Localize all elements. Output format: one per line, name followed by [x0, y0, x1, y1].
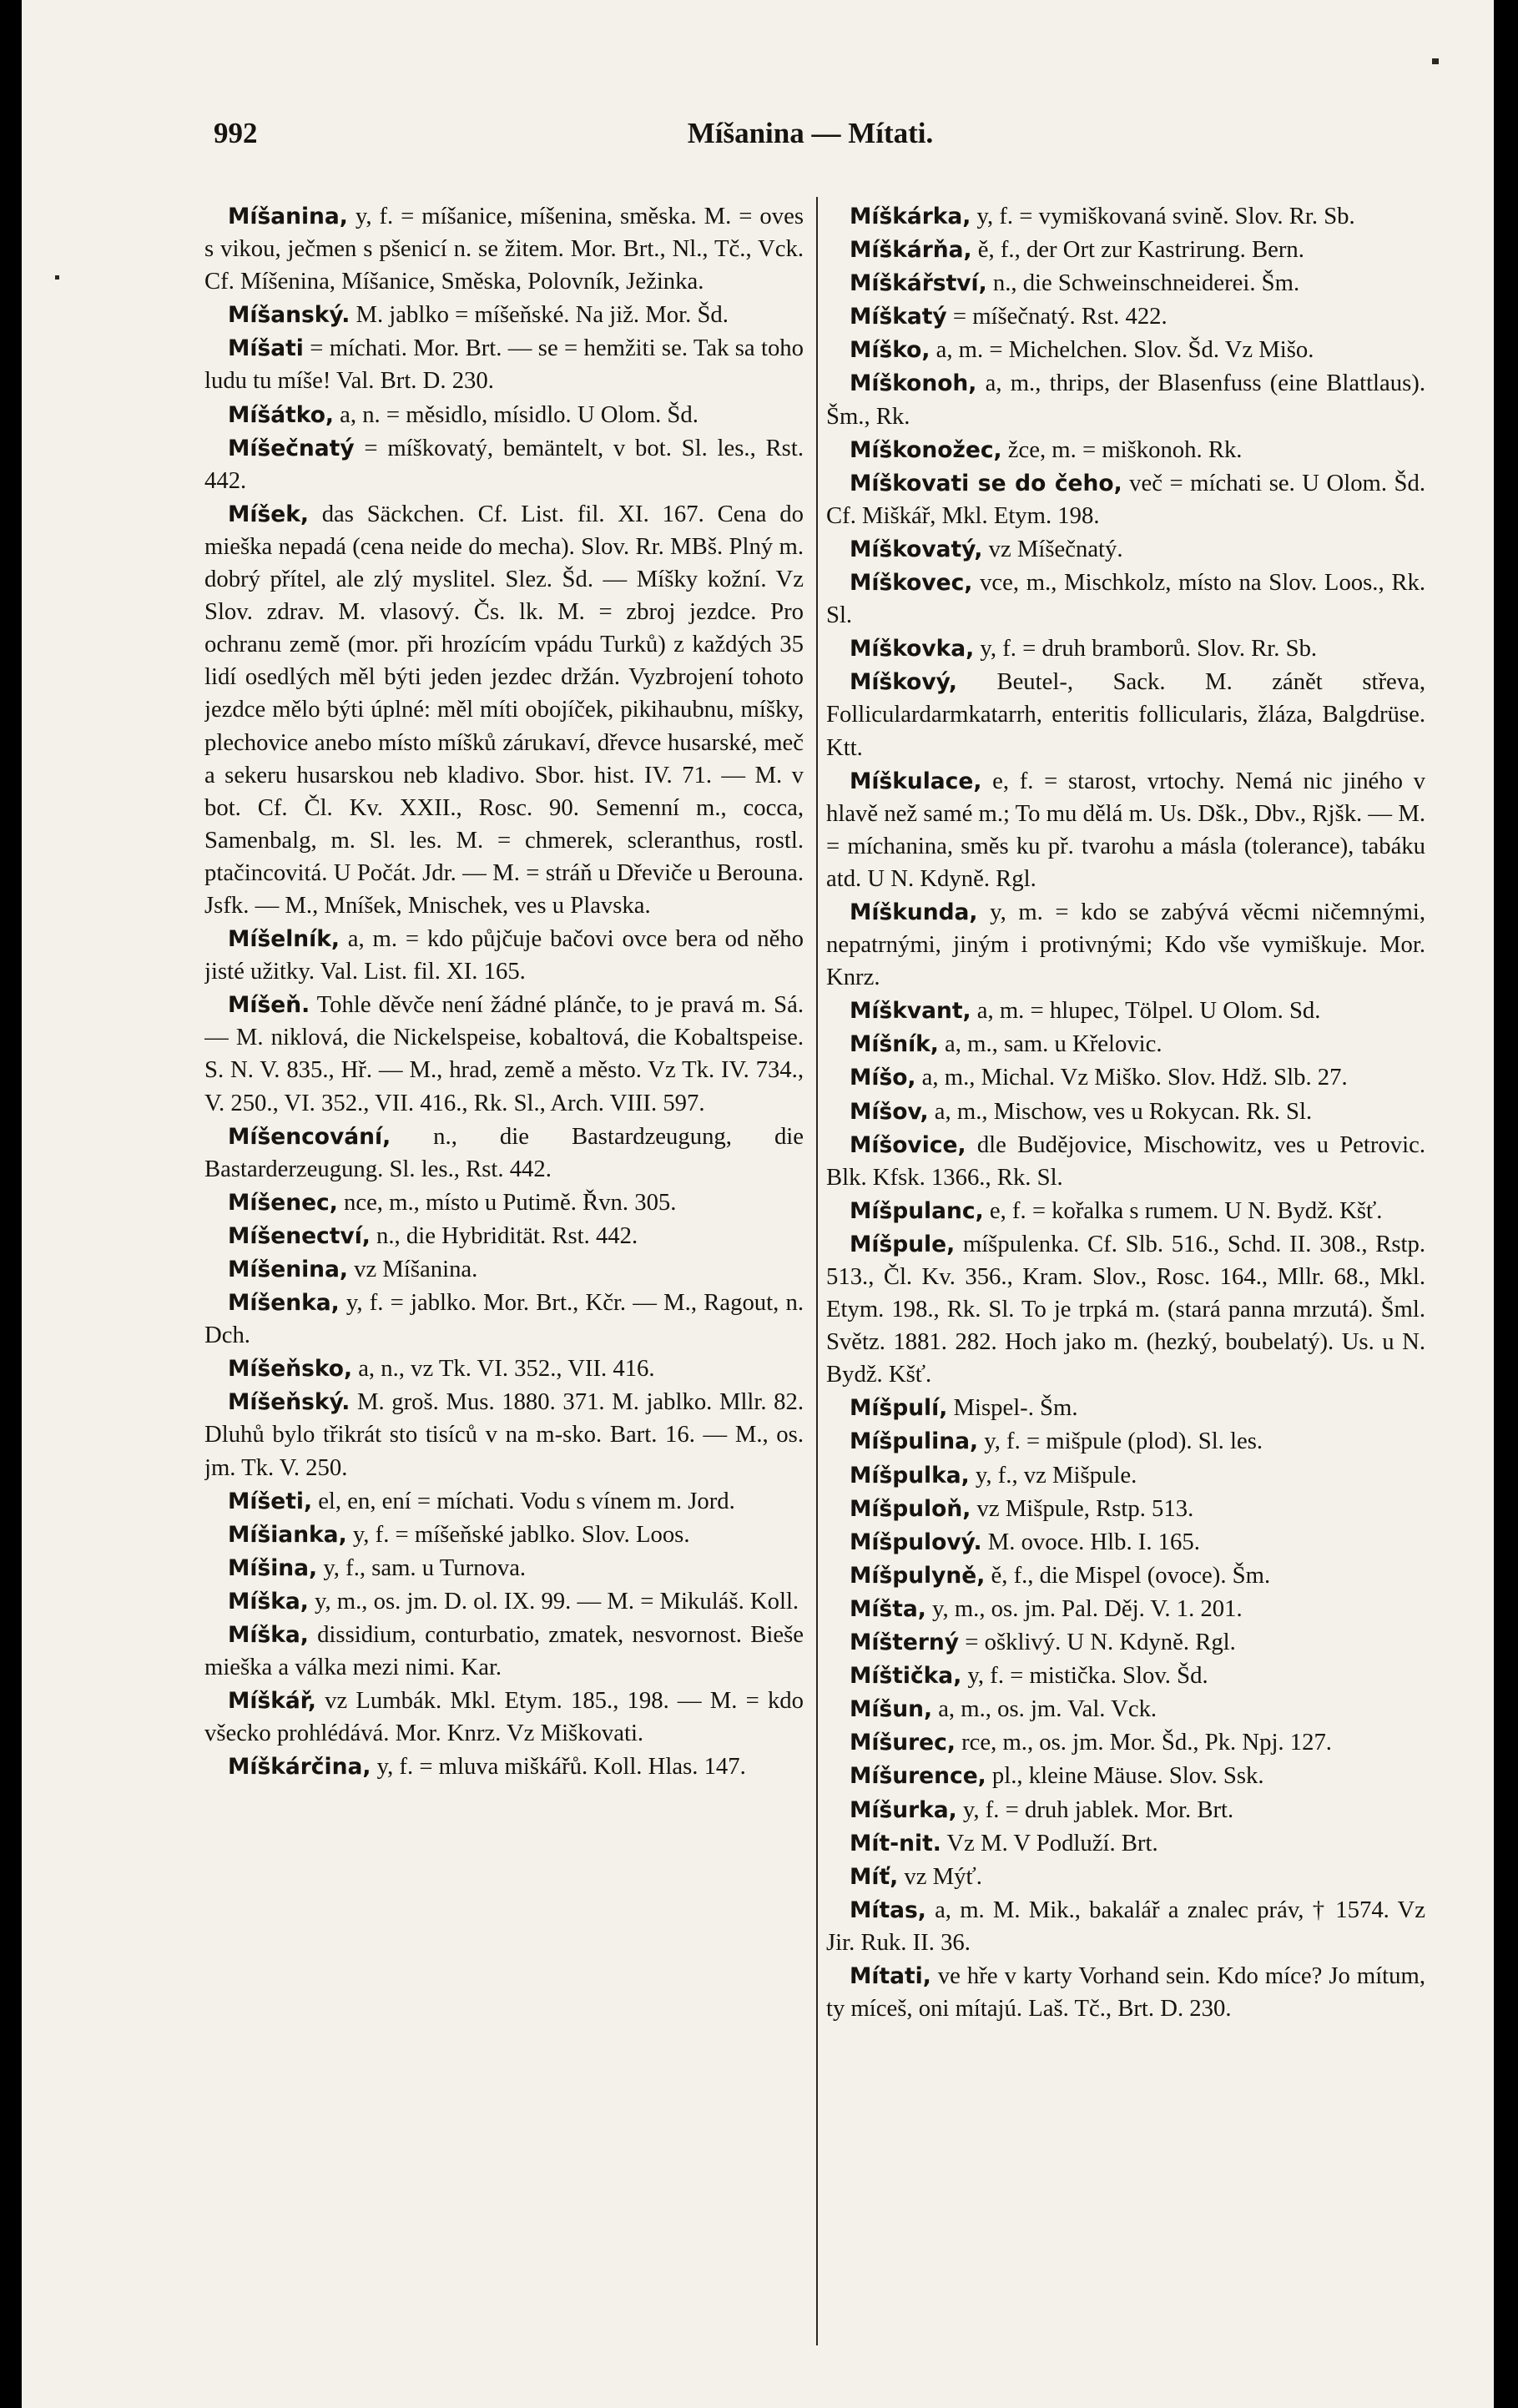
dictionary-entry — [826, 1894, 1425, 1959]
entry-definition: y, m., os. jm. Pal. Děj. V. 1. 201. — [925, 1594, 1243, 1622]
entry-definition: a, m., os. jm. Val. Vck. — [932, 1695, 1157, 1723]
entry-headword: Míškvant, — [850, 998, 971, 1025]
dictionary-entry — [204, 1220, 804, 1252]
dictionary-entry — [204, 1751, 804, 1783]
dictionary-entry — [826, 533, 1425, 566]
entry-definition: a, n., vz Tk. VI. 352., VII. 416. — [352, 1355, 655, 1383]
entry-definition: y, f. = druh bramborů. Slov. Rr. Sb. — [974, 635, 1318, 662]
entry-definition: vce, m., Mischkolz, místo na Slov. Loos., Rk. Sl. — [826, 569, 1425, 629]
dictionary-entry — [204, 332, 804, 397]
entry-definition: Vz M. V Podluží. Brt. — [941, 1829, 1158, 1856]
dictionary-entry — [826, 1960, 1425, 2025]
entry-definition: žce, m. = miškonoh. Rk. — [1001, 436, 1243, 463]
dictionary-entry — [204, 200, 804, 298]
entry-definition: n., die Schweinschneiderei. Šm. — [986, 270, 1300, 297]
dictionary-entry — [826, 300, 1425, 333]
column-divider — [816, 197, 818, 2345]
dictionary-entry — [826, 334, 1425, 366]
entry-definition: M. ovoce. Hlb. I. 165. — [981, 1528, 1200, 1555]
entry-definition: y, f. = míšeňské jablko. Slov. Loos. — [346, 1520, 690, 1548]
entry-headword: Míšta, — [850, 1595, 926, 1622]
entry-definition: a, m., Michal. Vz Miško. Slov. Hdž. Slb. 27. — [915, 1064, 1348, 1091]
entry-definition: ě, f., der Ort zur Kastrirung. Bern. — [971, 236, 1304, 264]
entry-headword: Míškárňa, — [850, 237, 972, 264]
entry-definition: y, m., os. jm. D. ol. IX. 99. — M. = Mikuláš. Koll. — [308, 1587, 799, 1615]
entry-headword: Míšpulina, — [850, 1428, 979, 1455]
right-column — [826, 200, 1425, 2353]
entry-headword: Míšpulanc, — [850, 1197, 984, 1224]
entry-headword: Míška, — [228, 1588, 309, 1615]
dictionary-entry — [204, 1585, 804, 1618]
dictionary-entry — [826, 765, 1425, 895]
entry-headword: Míšeňsko, — [228, 1356, 353, 1383]
entry-definition: el, en, ení = míchati. Vodu s vínem m. Jord. — [312, 1487, 735, 1514]
entry-definition: dissidium, conturbatio, zmatek, nesvornost. Bieše mieška a válka mezi nimi. Kar. — [204, 1621, 804, 1681]
entry-headword: Míšurec, — [850, 1730, 956, 1756]
entry-headword: Míšeti, — [228, 1488, 313, 1514]
entry-headword: Míšanina, — [228, 204, 348, 229]
entry-headword: Míšelník, — [228, 926, 340, 953]
entry-definition: Beutel-, Sack. M. zánět střeva, Folliculardarmkatarrh, enteritis follicularis, žláza, Balgdrüse. Ktt. — [826, 668, 1425, 761]
dictionary-entry — [204, 989, 804, 1119]
entry-headword: Míšurence, — [850, 1763, 986, 1790]
dictionary-entry — [826, 434, 1425, 466]
dictionary-entry — [204, 1619, 804, 1684]
entry-headword: Míšterný — [850, 1630, 960, 1656]
entry-headword: Míškatý — [850, 304, 947, 330]
entry-headword: Míšanský. — [228, 302, 351, 329]
dictionary-entry — [826, 896, 1425, 994]
dictionary-entry — [826, 1626, 1425, 1659]
entry-headword: Míšpulka, — [850, 1462, 970, 1489]
entry-headword: Míšo, — [850, 1065, 916, 1091]
entry-definition: več = míchati se. U Olom. Šd. Cf. Miškář, Mkl. Etym. 198. — [826, 469, 1425, 529]
entry-headword: Míškárčina, — [228, 1754, 371, 1781]
dictionary-entry — [826, 1526, 1425, 1559]
entry-definition: vz Mišpule, Rstp. 513. — [971, 1494, 1194, 1522]
entry-definition: a, m., thrips, der Blasenfuss (eine Blattlaus). Šm., Rk. — [826, 370, 1425, 430]
entry-headword: Míškovati se do čeho, — [850, 470, 1122, 496]
dictionary-entry — [826, 267, 1425, 300]
entry-headword: Míšeň. — [228, 992, 310, 1019]
entry-definition: a, m. = hlupec, Tölpel. U Olom. Sd. — [971, 997, 1321, 1025]
entry-definition: vz Míšečnatý. — [982, 535, 1123, 562]
entry-definition: a, m. = Michelchen. Slov. Šd. Vz Mišo. — [930, 336, 1314, 364]
entry-definition: y, f. = míšanice, míšenina, směska. M. = oves s vikou, ječmen s pšenicí n. se žitem. Mor. Brt., Nl., Tč., Vck. Cf. Míšenina, Míšanice, Směska, Polovník, Ježinka. — [204, 203, 804, 295]
entry-definition: rce, m., os. jm. Mor. Šd., Pk. Npj. 127. — [955, 1729, 1332, 1756]
entry-definition: Mispel-. Šm. — [947, 1394, 1078, 1422]
dictionary-entry — [826, 1493, 1425, 1525]
entry-definition: = míškovatý, bemäntelt, v bot. Sl. les., Rst. 442. — [204, 434, 804, 494]
dictionary-entry — [204, 1485, 804, 1518]
dictionary-entry — [826, 1129, 1425, 1194]
entry-definition: = míchati. Mor. Brt. — se = hemžiti se. Tak sa toho ludu tu míše! Val. Brt. D. 230. — [204, 335, 804, 395]
entry-headword: Míšpule, — [850, 1231, 956, 1257]
entry-headword: Mítas, — [850, 1897, 926, 1923]
dictionary-entry — [826, 1228, 1425, 1391]
entry-definition: Tohle děvče není žádné plánče, to je pravá m. Sá. — M. niklová, die Nickelspeise, kobaltová, die Kobaltspeise. S. N. V. 835., Hř. — M., hrad, země a město. Vz Tk. IV. 734., V. 250., VI. 352., VII. 416., Rk. Sl., Arch. VIII. 597. — [204, 991, 804, 1116]
entry-definition: y, f. = druh jablek. Mor. Brt. — [956, 1796, 1234, 1823]
entry-headword: Míšenina, — [228, 1257, 348, 1282]
entry-headword: Míšpuloň, — [850, 1495, 971, 1522]
dictionary-entry — [204, 432, 804, 497]
entry-headword: Míškonoh, — [850, 370, 977, 397]
entry-headword: Míšianka, — [228, 1521, 347, 1548]
entry-definition: = ošklivý. U N. Kdyně. Rgl. — [959, 1629, 1236, 1656]
running-title: Míšanina — Mítati. — [687, 117, 934, 149]
dictionary-entry — [826, 1096, 1425, 1128]
dictionary-entry — [204, 1552, 804, 1584]
entry-definition: vz Lumbák. Mkl. Etym. 185., 198. — M. = kdo všecko prohlédává. Mor. Knrz. Vz Miškovati. — [204, 1687, 804, 1747]
entry-definition: a, m., Mischow, ves u Rokycan. Rk. Sl. — [928, 1097, 1313, 1125]
entry-headword: Míška, — [228, 1622, 309, 1649]
entry-headword: Míšátko, — [228, 401, 334, 428]
entry-headword: Míšenectví, — [228, 1222, 371, 1249]
dictionary-entry — [826, 367, 1425, 432]
entry-definition: das Säckchen. Cf. List. fil. XI. 167. Cena do mieška nepadá (cena neide do mecha). Slov. Rr. MBš. Plný m. dobrý přítel, ale zlý myslitel. Slez. Šd. — Míšky kožní. Vz Slov. zdrav. M. vlasový. Čs. lk. M. = zbroj jezdce. Pro ochranu země (mor. při hrozícím vpádu Turků) z každých 35 lidí osedlých měl býti jeden jezdec držán. Vyzbrojení tohoto jezdce mělo býti úplné: měl míti obojíček, pikihaubnu, míšky, plechovice anebo místo míšků zárukaví, dřevce husarské, meč a sekeru husarskou neb kladivo. Sbor. hist. IV. 71. — M. v bot. Cf. Čl. Kv. XXII., Rosc. 90. Semenní m., cocca, Samenbalg, m. Sl. les. M. = chmerek, scleranthus, rostl. ptačincovitá. U Počát. Jdr. — M. = stráň u Dřeviče u Berouna. Jsfk. — M., Mníšek, Mnischek, ves u Plavska. — [204, 500, 804, 919]
dictionary-entry — [204, 1121, 804, 1186]
dictionary-entry — [204, 923, 804, 988]
entry-definition: M. jablko = míšeňské. Na již. Mor. Šd. — [350, 301, 729, 329]
dictionary-entry — [204, 1519, 804, 1551]
entry-headword: Míť, — [850, 1863, 899, 1890]
dictionary-entry — [204, 1287, 804, 1352]
entry-headword: Míšenka, — [228, 1290, 340, 1317]
entry-definition: a, m. = kdo půjčuje bačovi ovce bera od něho jisté užitky. Val. List. fil. XI. 165. — [204, 925, 804, 985]
entry-headword: Míšurka, — [850, 1796, 957, 1823]
entry-headword: Míškulace, — [850, 768, 982, 794]
entry-headword: Míškárka, — [850, 204, 971, 229]
dictionary-entry — [826, 995, 1425, 1027]
entry-headword: Míškový, — [850, 669, 957, 696]
entry-headword: Míšovice, — [850, 1131, 966, 1158]
dictionary-entry — [826, 1061, 1425, 1094]
dictionary-entry — [204, 498, 804, 922]
entry-headword: Mítati, — [850, 1962, 931, 1989]
print-speck — [55, 275, 59, 280]
dictionary-entry — [826, 1660, 1425, 1692]
entry-definition: vz Míšanina. — [347, 1256, 478, 1282]
dictionary-entry — [204, 1685, 804, 1750]
entry-definition: a, m., sam. u Křelovic. — [938, 1030, 1162, 1058]
page-header — [214, 117, 1407, 154]
entry-definition: e, f. = kořalka s rumem. U N. Bydž. Kšť. — [983, 1196, 1383, 1224]
dictionary-entry — [826, 1726, 1425, 1759]
dictionary-entry — [826, 1693, 1425, 1725]
entry-headword: Míšun, — [850, 1696, 933, 1723]
entry-headword: Míškunda, — [850, 899, 978, 925]
entry-definition: y, f., vz Mišpule. — [969, 1461, 1137, 1489]
print-speck — [1432, 58, 1439, 64]
entry-definition: y, m. = kdo se zabývá věcmi ničemnými, nepatrnými, jiným i protivnými; Kdo vše vymiškuje. Mor. Knrz. — [826, 898, 1425, 991]
entry-headword: Míškovatý, — [850, 536, 983, 562]
entry-headword: Míšina, — [228, 1554, 318, 1581]
entry-headword: Míšenec, — [228, 1189, 338, 1216]
page-number: 992 — [214, 117, 258, 149]
entry-headword: Míšník, — [850, 1031, 939, 1058]
dictionary-entry — [826, 1827, 1425, 1860]
entry-definition: a, m. M. Mik., bakalář a znalec práv, † 1574. Vz Jir. Ruk. II. 36. — [826, 1896, 1425, 1956]
entry-headword: Míšečnatý — [228, 435, 355, 461]
dictionary-entry — [826, 1425, 1425, 1458]
entry-definition: míšpulenka. Cf. Slb. 516., Schd. II. 308., Rstp. 513., Čl. Kv. 356., Kram. Slov., Rosc. 164., Mllr. 68., Mkl. Etym. 198., Rk. Sl. To je trpká m. (stará panna mrzutá). Šml. Světz. 1881. 282. Hoch jako m. (hezký, boubelatý). Us. u N. Bydž. Kšť. — [826, 1230, 1425, 1388]
dictionary-entry — [826, 1760, 1425, 1792]
entry-headword: Míšpulový. — [850, 1529, 982, 1555]
entry-headword: Míšencování, — [228, 1123, 391, 1150]
dictionary-entry — [204, 1386, 804, 1484]
entry-definition: M. groš. Mus. 1880. 371. M. jablko. Mllr. 82. Dluhů bylo třikrát sto tisíců v na m-sko. Bart. 16. — M., os. jm. Tk. V. 250. — [204, 1388, 804, 1481]
entry-headword: Míšati — [228, 335, 304, 362]
entry-headword: Míšpulyně, — [850, 1562, 986, 1589]
entry-definition: y, f. = vymiškovaná svině. Slov. Rr. Sb. — [971, 203, 1355, 229]
dictionary-entry — [826, 467, 1425, 532]
dictionary-entry — [204, 299, 804, 331]
dictionary-entry — [826, 666, 1425, 763]
entry-definition: e, f. = starost, vrtochy. Nemá nic jiného v hlavě než samé m.; To mu dělá m. Us. Dšk., Dbv., Rjšk. — M. = míchanina, směs ku př. tvarohu a másla (tolerance), tabáku atd. U N. Kdyně. Rgl. — [826, 767, 1425, 892]
entry-definition: dle Budějovice, Mischowitz, ves u Petrovic. Blk. Kfsk. 1366., Rk. Sl. — [826, 1131, 1425, 1191]
dictionary-entry — [204, 1353, 804, 1385]
entry-definition: pl., kleine Mäuse. Slov. Ssk. — [986, 1762, 1264, 1790]
dictionary-entry — [826, 1195, 1425, 1227]
entry-definition: vz Mýť. — [898, 1862, 982, 1890]
dictionary-entry — [826, 1459, 1425, 1492]
dictionary-entry — [204, 1253, 804, 1286]
entry-headword: Míškovec, — [850, 570, 973, 597]
entry-definition: n., die Bastardzeugung, die Bastarderzeugung. Sl. les., Rst. 442. — [204, 1122, 804, 1182]
entry-definition: y, f. = mluva miškářů. Koll. Hlas. 147. — [371, 1753, 746, 1781]
dictionary-entry — [826, 234, 1425, 266]
entry-definition: y, f. = mišpule (plod). Sl. les. — [978, 1428, 1263, 1455]
entry-definition: y, f. = jablko. Mor. Brt., Kčr. — M., Ragout, n. Dch. — [204, 1289, 804, 1349]
entry-headword: Míškovka, — [850, 636, 975, 662]
left-column — [204, 200, 804, 2353]
entry-definition: a, n. = měsidlo, mísidlo. U Olom. Šd. — [333, 400, 698, 428]
dictionary-entry — [826, 1559, 1425, 1592]
entry-definition: nce, m., místo u Putimě. Řvn. 305. — [337, 1188, 677, 1216]
dictionary-entry — [204, 399, 804, 431]
entry-headword: Míšeňský. — [228, 1389, 351, 1416]
dictionary-entry — [204, 1186, 804, 1219]
entry-definition: ě, f., die Mispel (ovoce). Šm. — [985, 1561, 1271, 1589]
dictionary-entry — [826, 567, 1425, 632]
entry-headword: Míšek, — [228, 501, 309, 527]
entry-headword: Míšpulí, — [850, 1395, 948, 1422]
entry-definition: y, f., sam. u Turnova. — [317, 1554, 527, 1581]
entry-headword: Míštička, — [850, 1663, 962, 1690]
entry-definition: = míšečnatý. Rst. 422. — [946, 303, 1167, 330]
entry-definition: n., die Hybridität. Rst. 442. — [370, 1222, 638, 1249]
entry-headword: Míškonožec, — [850, 436, 1002, 463]
dictionary-entry — [826, 1028, 1425, 1060]
dictionary-entry — [826, 1794, 1425, 1826]
dictionary-entry — [826, 200, 1425, 233]
entry-definition: y, f. = mistička. Slov. Šd. — [961, 1662, 1208, 1690]
entry-headword: Mít-nit. — [850, 1830, 941, 1856]
entry-headword: Míšov, — [850, 1098, 929, 1125]
entry-headword: Míškářství, — [850, 270, 987, 297]
entry-headword: Míško, — [850, 337, 930, 364]
dictionary-entry — [826, 1861, 1425, 1893]
dictionary-page — [22, 0, 1494, 2408]
dictionary-entry — [826, 632, 1425, 665]
entry-definition: ve hře v karty Vorhand sein. Kdo míce? Jo mítum, ty míceš, oni mítajú. Laš. Tč., Brt. D. 230. — [826, 1962, 1425, 2023]
entry-headword: Míškář, — [228, 1688, 316, 1715]
dictionary-entry — [826, 1593, 1425, 1625]
dictionary-entry — [826, 1392, 1425, 1424]
